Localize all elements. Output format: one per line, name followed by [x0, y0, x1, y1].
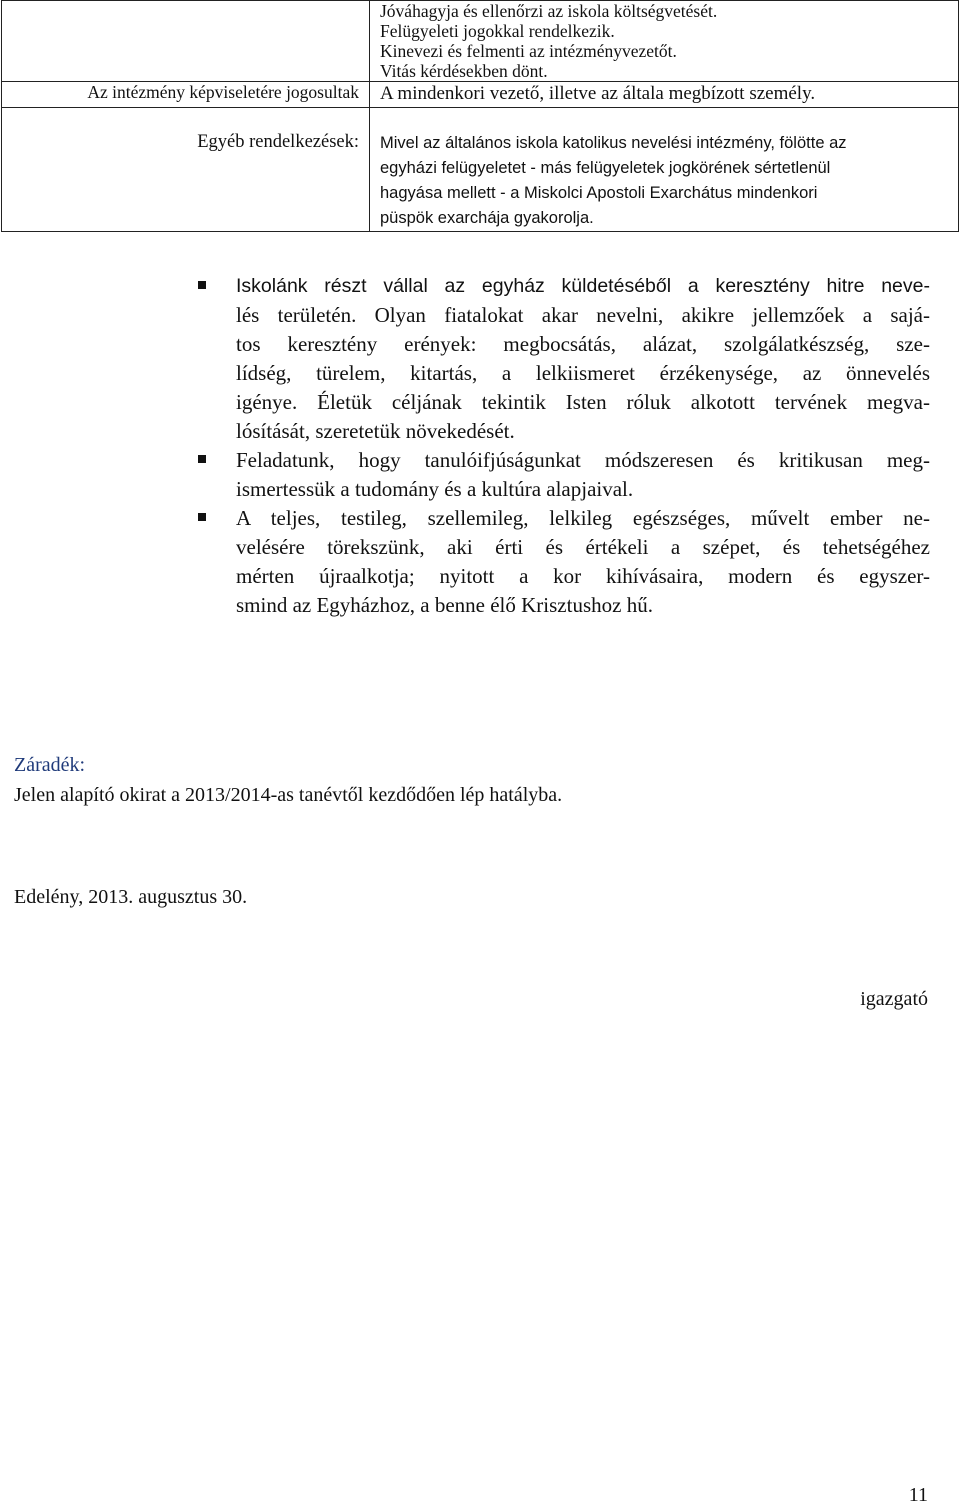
square-bullet-icon — [198, 281, 206, 289]
table-line: Vitás kérdésekben dönt. — [380, 61, 548, 81]
table-row — [2, 82, 959, 108]
table-line: püspök exarchája gyakorolja. — [380, 209, 594, 227]
clause-heading: Záradék: — [14, 754, 86, 776]
info-table — [1, 0, 959, 232]
bullet-list — [196, 272, 930, 620]
list-item — [196, 272, 930, 446]
list-item-line: smind az Egyházhoz, a benne élő Krisztushoz hű. — [236, 593, 653, 617]
list-item-line: A teljes, testileg, szellemileg, lelkileg egészséges, művelt ember ne- — [236, 506, 930, 530]
table-line: Kinevezi és felmenti az intézményvezetőt. — [380, 41, 677, 61]
table-value-cell — [370, 1, 959, 82]
list-item-line: mérten újraalkotja; nyitott a kor kihívásaira, modern és egyszer- — [236, 564, 930, 588]
place-date: Edelény, 2013. augusztus 30. — [14, 886, 248, 908]
table-row — [2, 108, 959, 232]
list-item-line: igénye. Életük céljának tekintik Isten róluk alkotott tervének megva- — [236, 390, 930, 414]
clause-text: Jelen alapító okirat a 2013/2014-as tanévtől kezdődően lép hatályba. — [14, 784, 563, 806]
table-value-cell — [370, 82, 959, 108]
list-item-line: velésére törekszünk, aki érti és értékeli a szépet, és tehetségéhez — [236, 535, 930, 559]
list-item-line: Feladatunk, hogy tanulóifjúságunkat módszeresen és kritikusan meg- — [236, 448, 930, 472]
table-label-cell: Egyéb rendelkezések: — [2, 108, 370, 232]
table-line: A mindenkori vezető, illetve az általa megbízott személy. — [380, 83, 816, 104]
square-bullet-icon — [198, 455, 206, 463]
list-item — [196, 504, 930, 620]
table-label-cell: Az intézmény képviseletére jogosultak — [2, 82, 370, 108]
table-line: Mivel az általános iskola katolikus nevelési intézmény, fölötte az — [380, 134, 847, 152]
table-line: hagyása mellett - a Miskolci Apostoli Exarchátus mindenkori — [380, 184, 818, 202]
list-item-line: lósítását, szeretetük növekedését. — [236, 419, 515, 443]
table-line: egyházi felügyeletet - más felügyeletek jogkörének sértetlenül — [380, 159, 831, 177]
table-label-cell — [2, 1, 370, 82]
page-number: 11 — [908, 1484, 928, 1506]
table-line: Jóváhagyja és ellenőrzi az iskola költségvetését. — [380, 1, 718, 21]
signature-title: igazgató — [860, 988, 928, 1010]
square-bullet-icon — [198, 513, 206, 521]
table-row — [2, 1, 959, 82]
list-item-line: lídség, türelem, kitartás, a lelkiismeret érzékenysége, az önnevelés — [236, 361, 930, 385]
table-line: Felügyeleti jogokkal rendelkezik. — [380, 21, 615, 41]
list-item-line: ismertessük a tudomány és a kultúra alapjaival. — [236, 477, 634, 501]
list-item — [196, 446, 930, 504]
list-item-line: Iskolánk részt vállal az egyház küldetéséből a keresztény hitre neve- — [236, 275, 930, 297]
list-item-line: lés területén. Olyan fiatalokat akar nevelni, akikre jellemzőek a sajá- — [236, 303, 930, 327]
table-value-cell — [370, 108, 959, 232]
list-item-line: tos keresztény erények: megbocsátás, alázat, szolgálatkészség, sze- — [236, 332, 930, 356]
